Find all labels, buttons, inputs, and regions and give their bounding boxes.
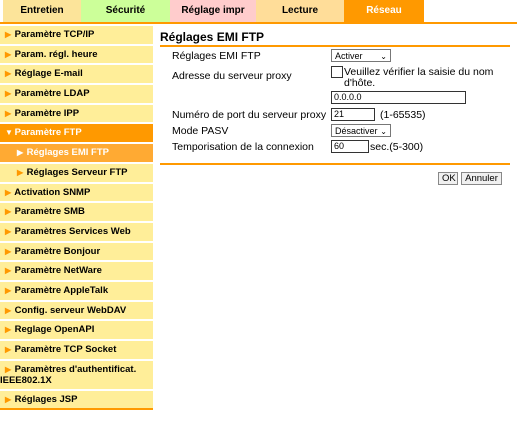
emi-ftp-label: Réglages EMI FTP [172, 50, 261, 62]
arrow-right-icon: ▶ [5, 285, 12, 295]
sidebar-item-appletalk[interactable] [0, 282, 153, 300]
cancel-button[interactable]: Annuler [461, 172, 502, 185]
sidebar-item-label: Paramètre IPP [14, 107, 80, 119]
arrow-right-icon: ▶ [5, 364, 12, 374]
sidebar-item-jsp[interactable] [0, 391, 153, 409]
arrow-right-icon: ▶ [5, 246, 12, 256]
sidebar-item-ieee8021x[interactable] [0, 361, 153, 389]
sidebar-item-openapi[interactable] [0, 321, 153, 339]
sidebar-item-heure[interactable] [0, 46, 153, 64]
sidebar-item-label: Paramètres Services Web [14, 225, 131, 237]
sidebar-item-ldap[interactable] [0, 85, 153, 103]
pasv-mode-label: Mode PASV [172, 125, 229, 137]
proxy-hostname-checkbox[interactable] [331, 66, 343, 78]
arrow-right-icon: ▶ [5, 49, 12, 59]
sidebar-item-label: Reglage OpenAPI [14, 324, 95, 336]
proxy-hostname-check-label: Veuillez vérifier la saisie du nom d'hôte. [344, 66, 494, 89]
emi-ftp-select[interactable] [331, 49, 391, 62]
proxy-port-label: Numéro de port du serveur proxy [172, 109, 327, 121]
pasv-mode-select[interactable] [331, 124, 391, 137]
sidebar-item-label: Réglage E-mail [14, 68, 83, 80]
arrow-right-icon: ▶ [17, 167, 24, 177]
sidebar-item-email[interactable] [0, 65, 153, 83]
arrow-right-icon: ▶ [5, 394, 12, 404]
pasv-mode-select-value: Désactiver [335, 126, 378, 136]
ok-button[interactable]: OK [438, 172, 458, 185]
top-tab-bar [0, 0, 517, 22]
timeout-label: Temporisation de la connexion [172, 141, 314, 153]
tab-entretien[interactable]: Entretien [3, 0, 81, 22]
arrow-right-icon: ▶ [5, 207, 12, 217]
sidebar-item-label: Config. serveur WebDAV [14, 304, 127, 316]
sidebar-item-label: Paramètre AppleTalk [14, 284, 109, 296]
proxy-address-input[interactable]: 0.0.0.0 [331, 91, 466, 104]
arrow-right-icon: ▶ [5, 69, 12, 79]
sidebar [0, 24, 153, 410]
sidebar-item-label: Réglages Serveur FTP [26, 166, 128, 178]
sidebar-item-ipp[interactable] [0, 105, 153, 123]
sidebar-item-label: Paramètre TCP Socket [14, 344, 117, 355]
sidebar-item-label: Paramètre TCP/IP [14, 29, 95, 40]
tab-securite[interactable]: Sécurité [81, 0, 170, 22]
timeout-input[interactable]: 60 [331, 140, 369, 153]
sidebar-item-label: Activation SNMP [14, 186, 91, 198]
sidebar-item-emi-ftp[interactable] [0, 144, 153, 162]
sidebar-item-label: Param. régl. heure [14, 48, 98, 60]
title-divider [160, 45, 510, 47]
sidebar-item-label: Paramètre FTP [14, 127, 82, 139]
form-bottom-divider [160, 163, 510, 165]
sidebar-item-ftp[interactable] [0, 124, 153, 142]
arrow-right-icon: ▶ [5, 89, 12, 99]
sidebar-bottom-line [0, 408, 153, 410]
sidebar-item-label: Réglages JSP [14, 393, 78, 405]
page-title: Réglages EMI FTP [160, 30, 265, 44]
arrow-right-icon: ▶ [17, 148, 24, 158]
arrow-right-icon: ▶ [5, 325, 12, 335]
sidebar-item-services-web[interactable] [0, 223, 153, 241]
sidebar-item-netware[interactable] [0, 262, 153, 280]
sidebar-item-bonjour[interactable] [0, 243, 153, 261]
sidebar-item-snmp[interactable] [0, 184, 153, 202]
sidebar-item-webdav[interactable] [0, 302, 153, 320]
sidebar-item-label: Paramètre LDAP [14, 88, 90, 100]
arrow-right-icon: ▶ [5, 226, 12, 236]
sidebar-item-label: Paramètre Bonjour [14, 245, 101, 257]
sidebar-item-serveur-ftp[interactable] [0, 164, 153, 182]
sidebar-item-label: Réglages EMI FTP [26, 147, 109, 159]
proxy-port-input[interactable]: 21 [331, 108, 375, 121]
arrow-right-icon: ▶ [5, 345, 12, 354]
arrow-right-icon: ▶ [5, 305, 12, 315]
arrow-down-icon: ▼ [5, 128, 13, 138]
proxy-port-range: (1-65535) [380, 109, 426, 121]
tab-lecture[interactable]: Lecture [256, 0, 344, 22]
chevron-down-icon: ⌄ [380, 52, 387, 61]
chevron-down-icon: ⌄ [380, 127, 387, 136]
sidebar-item-label: Paramètre SMB [14, 206, 85, 218]
arrow-right-icon: ▶ [5, 266, 12, 276]
timeout-unit: sec.(5-300) [370, 141, 424, 153]
sidebar-item-smb[interactable] [0, 203, 153, 221]
tab-reseau[interactable]: Réseau [344, 0, 424, 22]
sidebar-item-tcp-socket[interactable] [0, 341, 153, 359]
sidebar-item-label-line1: Paramètres d'authentificat. [14, 363, 137, 375]
sidebar-item-tcpip[interactable] [0, 26, 153, 44]
tab-reglage-impr[interactable]: Réglage impr [170, 0, 256, 22]
proxy-address-label: Adresse du serveur proxy [172, 70, 292, 82]
emi-ftp-select-value: Activer [335, 51, 363, 61]
arrow-right-icon: ▶ [5, 30, 12, 39]
sidebar-item-label: Paramètre NetWare [14, 265, 102, 277]
arrow-right-icon: ▶ [5, 187, 12, 197]
sidebar-item-label-line2: IEEE802.1X [0, 374, 52, 386]
arrow-right-icon: ▶ [5, 108, 12, 118]
main-panel [160, 30, 517, 184]
